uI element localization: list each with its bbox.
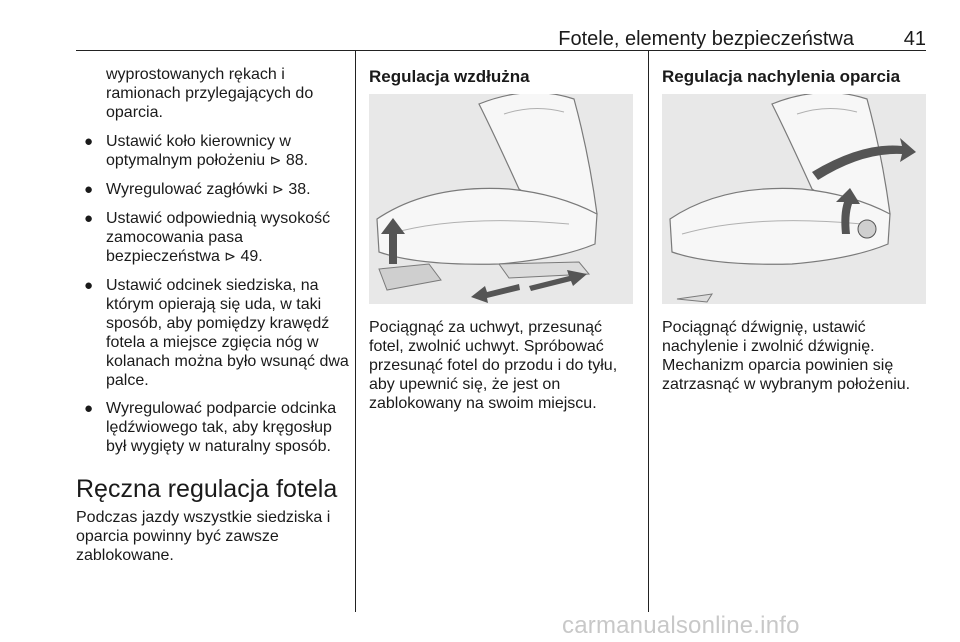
column-1 bbox=[76, 65, 351, 565]
column-divider-1 bbox=[355, 50, 356, 612]
list-item-text: Ustawić koło kierownicy w optymalnym położeniu bbox=[106, 133, 291, 169]
bullet-icon: ● bbox=[84, 277, 94, 294]
list-item bbox=[76, 276, 351, 390]
page-reference-arrow-icon: ⊳ bbox=[272, 182, 284, 198]
column-3 bbox=[662, 67, 926, 394]
page-reference-arrow-icon: ⊳ bbox=[269, 153, 282, 169]
seating-checklist bbox=[76, 132, 351, 456]
bullet-icon: ● bbox=[84, 133, 94, 150]
list-item-text: Wyregulować podparcie odcinka lędźwiowego tak, aby kręgosłup był wygięty w naturalny sposób. bbox=[106, 400, 337, 455]
page-reference-arrow-icon: ⊳ bbox=[224, 249, 237, 265]
list-item bbox=[76, 132, 351, 171]
page-number: 41 bbox=[903, 28, 926, 50]
seat-backrest-recline-illustration bbox=[662, 94, 926, 304]
subsection-title-fore-aft: Regulacja wzdłużna bbox=[369, 67, 530, 86]
watermark: carmanualsonline.info bbox=[562, 612, 800, 639]
list-item-text: Wyregulować zagłówki bbox=[106, 181, 268, 198]
running-header-title: Fotele, elementy bezpieczeństwa bbox=[558, 28, 854, 50]
list-item bbox=[76, 180, 351, 200]
recline-lever-knob bbox=[858, 220, 876, 238]
list-item-text: Ustawić odcinek siedziska, na którym opierają się uda, w taki sposób, aby pomiędzy krawędź fotela a miejsce zgięcia nóg w kolanach można było wsunąć dwa palce. bbox=[106, 277, 349, 389]
column-2 bbox=[369, 67, 637, 413]
column-divider-2 bbox=[648, 50, 649, 612]
header-rule bbox=[76, 50, 926, 51]
seat-fore-aft-adjustment-illustration bbox=[369, 94, 633, 304]
page-reference[interactable]: 49. bbox=[240, 248, 263, 265]
list-item bbox=[76, 209, 351, 267]
recline-instructions: Pociągnąć dźwignię, ustawić nachylenie i zwolnić dźwignię. Mechanizm oparcia powinien się zatrzasnąć w wybranym położeniu. bbox=[662, 319, 911, 393]
fore-aft-instructions: Pociągnąć za uchwyt, przesunąć fotel, zwolnić uchwyt. Spróbować przesunąć fotel do przodu i do tyłu, aby upewnić się, że jest on zablokowany na swoim miejscu. bbox=[369, 319, 618, 412]
bullet-icon: ● bbox=[84, 400, 94, 417]
bullet-icon: ● bbox=[84, 210, 94, 227]
page-reference[interactable]: 88. bbox=[285, 152, 309, 169]
section-body: Podczas jazdy wszystkie siedziska i oparcia powinny być zawsze zablokowane. bbox=[76, 509, 331, 564]
bullet-continuation-text: wyprostowanych rękach i ramionach przylegających do oparcia. bbox=[106, 66, 314, 121]
subsection-title-recline: Regulacja nachylenia oparcia bbox=[662, 67, 901, 86]
page-header bbox=[76, 28, 926, 50]
list-item bbox=[76, 399, 351, 456]
section-title: Ręczna regulacja fotela bbox=[76, 475, 338, 503]
list-item-text: Ustawić odpowiednią wysokość zamocowania pasa bezpieczeństwa bbox=[106, 210, 331, 265]
bullet-icon: ● bbox=[84, 181, 94, 198]
page-reference[interactable]: 38. bbox=[288, 181, 311, 198]
